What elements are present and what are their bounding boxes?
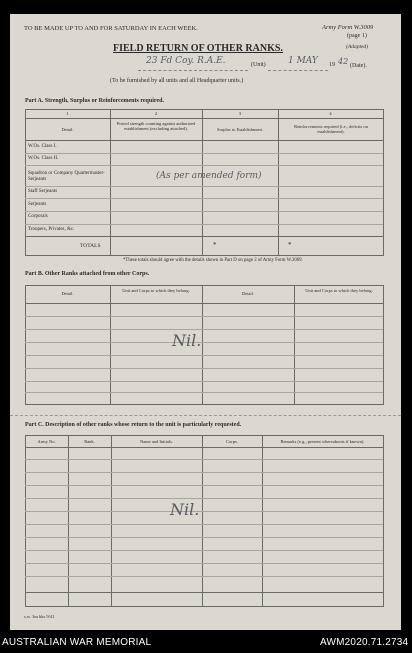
amended-form-note: (As per amended form)	[156, 171, 262, 181]
furnished-note: (To be furnished by all units and all Headquarter units.)	[110, 78, 244, 84]
totals-mark-surplus: *	[213, 241, 217, 249]
year-prefix: 19	[329, 62, 335, 68]
col-header-corps: Corps.	[226, 439, 238, 444]
form-number: Army Form W.3009	[322, 24, 374, 31]
date-underline	[268, 70, 328, 71]
print-code: s.w. 3m bks 9/41	[24, 614, 55, 619]
col-header-detail: Detail.	[241, 291, 255, 296]
page-title: FIELD RETURN OF OTHER RANKS.	[113, 43, 283, 54]
totals-mark-reinforcements: *	[288, 241, 292, 249]
col-header-surplus: Surplus to Establishment.	[216, 127, 264, 132]
row-label: Troopers, Privates, &c.	[28, 227, 75, 232]
row-label: Corporals	[28, 214, 48, 219]
col-number-4: 4	[329, 111, 332, 116]
col-header-posted-strength: Posted strength counting against authorized establishment (excluding attached).	[116, 121, 196, 131]
totals-footnote: *These totals should agree with the details shown in Part D on page 2 of Army Form W.3009.	[123, 258, 303, 263]
col-header-remarks: Remarks (e.g., present whereabouts if known).	[280, 439, 365, 444]
row-label: Serjeants	[28, 202, 47, 207]
adapted-note: (Adapted)	[346, 44, 368, 50]
part-b-nil: Nil.	[172, 331, 202, 350]
unit-label: (Unit)	[251, 62, 266, 68]
col-header-reinforcements: Reinforcements required (i.e., deficits on establishment).	[294, 124, 368, 134]
page-number: (page 1)	[347, 33, 367, 39]
footer-institution: AUSTRALIAN WAR MEMORIAL	[2, 637, 152, 648]
col-header-detail: Detail.	[61, 291, 74, 296]
part-b-heading: Part B. Other Ranks attached from other Corps.	[25, 271, 150, 277]
perforation-line	[10, 415, 401, 416]
unit-underline	[138, 70, 248, 71]
col-header-unit-corps: Unit and Corps to which they belong.	[122, 288, 190, 293]
form-page	[10, 14, 401, 630]
part-a-heading: Part A. Strength, Surplus or Reinforcements required.	[25, 98, 164, 104]
col-header-rank: Rank.	[84, 439, 95, 444]
year-handwritten: 42	[338, 57, 349, 66]
row-label: Squadron or Company Quartermaster-Serjeants	[28, 171, 105, 182]
date-handwritten: 1 MAY	[288, 56, 318, 66]
row-label: Staff Serjeants	[28, 189, 58, 194]
part-c-heading: Part C. Description of other ranks whose return to the unit is particularly requested.	[25, 422, 242, 428]
instruction-text: TO BE MADE UP TO AND FOR SATURDAY IN EACH WEEK.	[24, 25, 198, 32]
totals-label: TOTALS	[80, 243, 101, 249]
col-number-2: 2	[154, 111, 158, 116]
row-label: W.Os. Class I.	[28, 144, 57, 149]
col-header-unit-corps: Unit and Corps to which they belong.	[305, 288, 373, 293]
row-label: W.Os. Class II.	[28, 156, 59, 161]
col-number-1: 1	[66, 111, 69, 116]
col-header-detail: Detail.	[61, 127, 74, 132]
col-header-name: Name and Initials.	[139, 439, 174, 444]
unit-handwritten: 23 Fd Coy. R.A.E.	[146, 56, 226, 66]
date-label: (Date).	[350, 63, 367, 69]
footer-accession: AWM2020.71.2734	[320, 637, 409, 648]
col-number-3: 3	[238, 111, 242, 116]
col-header-army-no: Army No.	[37, 439, 56, 444]
part-c-table	[25, 435, 384, 607]
part-c-nil: Nil.	[170, 500, 200, 519]
